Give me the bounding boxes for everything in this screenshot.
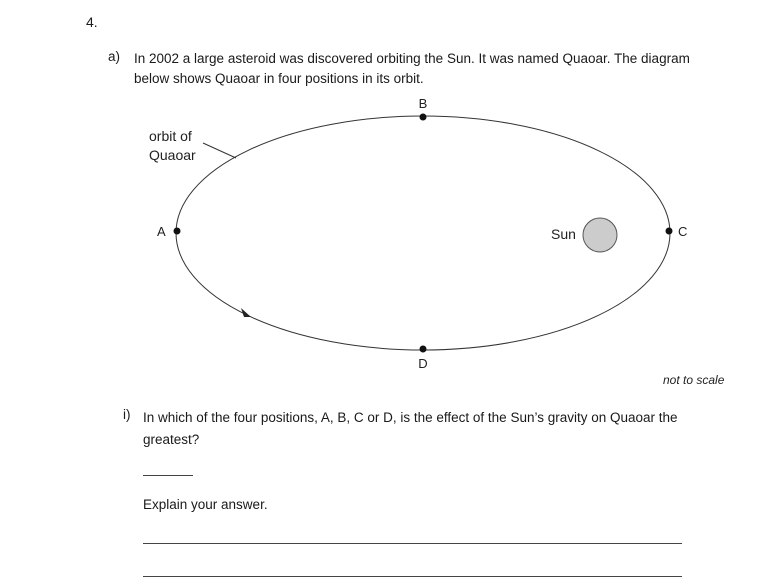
sub-question-label: i) [123,407,131,422]
position-c-dot [666,228,673,235]
intro-line-1: In 2002 a large asteroid was discovered orbiting the Sun. It was named Quaoar. The diagram [134,51,690,66]
explain-prompt: Explain your answer. [143,497,268,512]
scale-note: not to scale [663,373,725,387]
question-line-1: In which of the four positions, A, B, C or D, is the effect of the Sun’s gravity on Quaoar the [143,410,678,425]
position-c-label: C [678,224,688,239]
answer-line-2[interactable] [143,576,682,577]
orbit-label-pointer [203,143,236,158]
position-b-label: B [418,96,428,111]
orbit-label-line-1: orbit of [149,128,192,144]
intro-line-2: below shows Quaoar in four positions in its orbit. [134,71,424,86]
orbit-direction-arrow [241,308,251,317]
answer-line-short[interactable] [143,475,193,476]
sun-label: Sun [551,226,576,242]
part-a-label: a) [108,49,121,64]
sun-circle [583,218,617,252]
answer-line-1[interactable] [143,543,682,544]
question-number: 4. [86,14,98,30]
position-d-label: D [418,356,428,371]
position-a-dot [174,228,181,235]
position-b-dot [420,114,427,121]
position-d-dot [420,346,427,353]
question-line-2: greatest? [143,432,200,447]
position-a-label: A [157,224,166,239]
sub-question-text [143,407,703,451]
orbit-label-line-2: Quaoar [149,147,196,163]
